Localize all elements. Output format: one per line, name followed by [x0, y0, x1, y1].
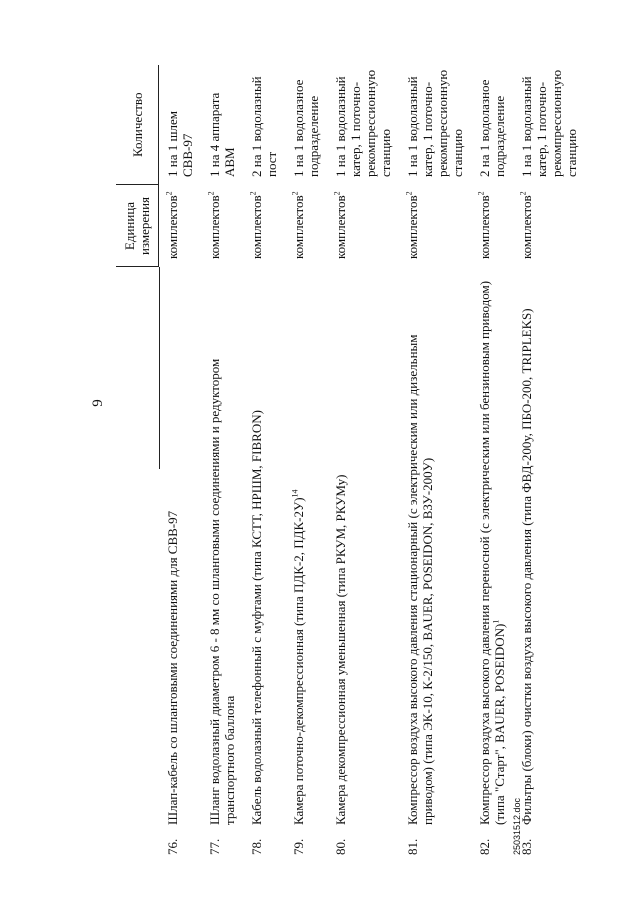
- item-name: [519, 280, 534, 825]
- item-cell: [471, 267, 513, 855]
- table-row: [285, 65, 327, 855]
- row-number: 80.: [333, 838, 348, 855]
- header-name-cell: [116, 267, 159, 855]
- equipment-table: [116, 65, 585, 855]
- item-name-text: Компрессор воздуха высокого давления стационарный (с электрическим или дизельным приводом) (типа ЭК-10, К-2/150, BAUER, POSEIDON, ВЗУ-200У): [405, 334, 435, 825]
- item-cell: [159, 267, 202, 855]
- file-footer: 25031512.doc: [512, 797, 522, 855]
- unit-text: комплектов: [249, 195, 264, 259]
- row-number: 79.: [291, 838, 306, 855]
- unit-text: комплектов: [405, 195, 420, 259]
- unit-cell: [159, 185, 202, 267]
- unit-text: комплектов: [207, 195, 222, 259]
- row-number: 82.: [477, 838, 492, 855]
- unit-footnote: 2: [332, 191, 342, 196]
- unit-footnote: 2: [164, 191, 174, 196]
- table-row: [513, 65, 585, 855]
- unit-text: комплектов: [519, 195, 534, 259]
- unit-cell: [471, 185, 513, 267]
- item-cell: [285, 267, 327, 855]
- quantity-cell: 1 на 1 водолазный катер, 1 поточно-рекомпрессионную станцию: [333, 69, 393, 177]
- table-row: [159, 65, 202, 855]
- item-name-footnote: 1: [491, 619, 501, 624]
- page-number: 9: [90, 399, 106, 407]
- rotated-page: [88, 65, 579, 855]
- quantity-cell: 1 на 1 водолазное подразделение: [291, 79, 321, 177]
- unit-cell: [327, 185, 399, 267]
- item-name: [207, 280, 237, 825]
- item-cell: [327, 267, 399, 855]
- quantity-cell: 1 на 1 шлем СВВ-97: [165, 111, 195, 177]
- unit-cell: [513, 185, 585, 267]
- table-header-row: [116, 65, 159, 855]
- item-name: [333, 280, 348, 825]
- unit-footnote: 2: [518, 191, 528, 196]
- table-row: [399, 65, 471, 855]
- unit-footnote: 2: [206, 191, 216, 196]
- unit-footnote: 2: [404, 191, 414, 196]
- unit-footnote: 2: [290, 191, 300, 196]
- item-name-text: Камера декомпрессионная уменьшенная (типа РКУМ, РКУМу): [333, 474, 348, 825]
- row-number: 76.: [164, 838, 180, 855]
- item-name: [405, 280, 435, 825]
- unit-footnote: 2: [476, 191, 486, 196]
- row-number: 81.: [405, 838, 420, 855]
- header-unit: Единица измерения: [116, 185, 159, 267]
- item-name: [249, 280, 264, 825]
- unit-footnote: 2: [248, 191, 258, 196]
- row-number: 77.: [207, 838, 222, 855]
- item-name-text: Шлап-кабель со шланговыми соединениями для СВВ-97: [164, 510, 180, 825]
- item-cell: [513, 267, 585, 855]
- unit-cell: [285, 185, 327, 267]
- unit-text: комплектов: [165, 195, 180, 259]
- item-name-text: Камера поточно-декомпрессионная (типа ПДК-2, ПДК-2У): [291, 497, 306, 825]
- header-quantity: Количество: [116, 65, 159, 185]
- quantity-cell: 1 на 1 водолазный катер, 1 поточно-рекомпрессионную станцию: [405, 69, 465, 177]
- item-cell: [243, 267, 285, 855]
- quantity-cell: 2 на 1 водолазное подразделение: [477, 79, 507, 177]
- quantity-cell: 1 на 1 водолазный катер, 1 поточно-рекомпрессионную станцию: [519, 69, 579, 177]
- unit-text: комплектов: [477, 195, 492, 259]
- quantity-cell: 1 на 4 аппарата АВМ: [207, 92, 237, 177]
- unit-cell: [243, 185, 285, 267]
- item-name-text: Компрессор воздуха высокого давления переносной (с электрическим или бензиновым приводом) (типа "Старт", BAUER, POSEIDON): [477, 280, 507, 825]
- unit-text: комплектов: [291, 195, 306, 259]
- item-cell: [399, 267, 471, 855]
- table-row: [471, 65, 513, 855]
- quantity-cell: 2 на 1 водолазный пост: [249, 76, 279, 177]
- item-name-text: Шланг водолазный диаметром 6 - 8 мм со шланговыми соединениями и редуктором транспортного баллона: [207, 358, 237, 825]
- item-name: [291, 280, 306, 825]
- item-name: [165, 280, 180, 825]
- table-body: [159, 65, 586, 855]
- item-name-text: Фильтры (блоки) очистки воздуха высокого давления (типа ФВД-200у, ПБО-200, TRIPLEKS): [519, 308, 534, 825]
- row-number: 78.: [249, 838, 264, 855]
- item-name-footnote: 14: [290, 489, 300, 498]
- row-number: 83.: [519, 838, 534, 855]
- table-row: [327, 65, 399, 855]
- unit-text: комплектов: [333, 195, 348, 259]
- item-cell: [201, 267, 243, 855]
- unit-cell: [399, 185, 471, 267]
- unit-cell: [201, 185, 243, 267]
- item-name-text: Кабель водолазный телефонный с муфтами (типа КСТТ, НРШМ, FIBRON): [249, 410, 264, 825]
- item-name: [477, 280, 507, 825]
- table-row: [243, 65, 285, 855]
- table-row: [201, 65, 243, 855]
